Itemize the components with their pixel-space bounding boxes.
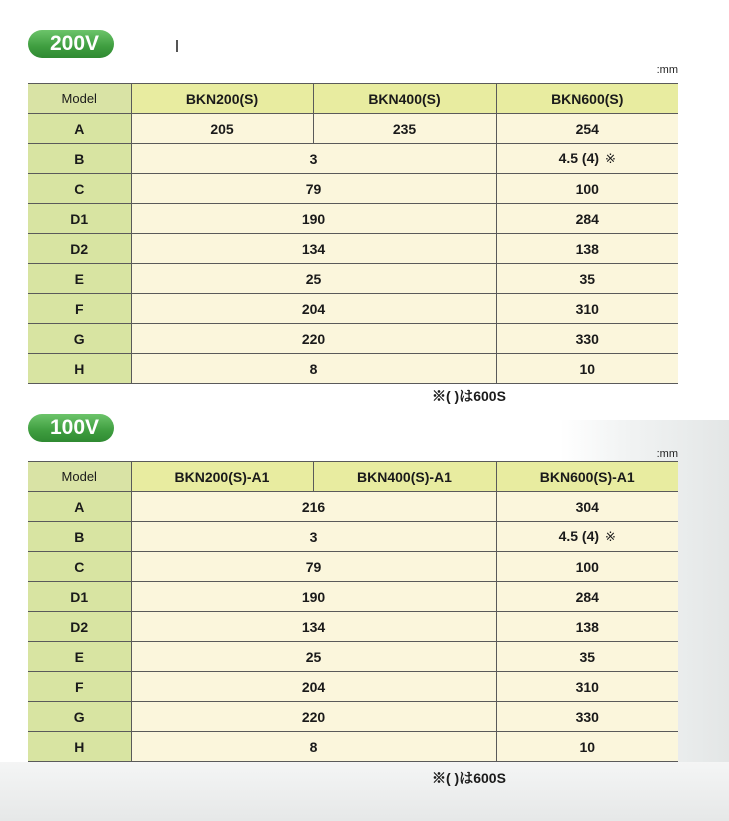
- row-label: D1: [28, 204, 131, 234]
- voltage-badge: 100V: [28, 414, 114, 442]
- table-row: [28, 354, 678, 384]
- row-label: E: [28, 642, 131, 672]
- table-cell: 100: [496, 552, 678, 582]
- voltage-badge: 200V: [28, 30, 114, 58]
- row-label: H: [28, 732, 131, 762]
- row-label: F: [28, 672, 131, 702]
- table-cell: 138: [496, 234, 678, 264]
- table-cell: 204: [131, 672, 496, 702]
- model-header: Model: [28, 462, 131, 492]
- row-label: A: [28, 492, 131, 522]
- table-cell: 304: [496, 492, 678, 522]
- table-row: [28, 114, 678, 144]
- row-label: C: [28, 174, 131, 204]
- row-label: E: [28, 264, 131, 294]
- table-cell: 235: [313, 114, 496, 144]
- table-cell: 284: [496, 204, 678, 234]
- unit-label: :mm: [656, 448, 678, 460]
- table-cell: 205: [131, 114, 313, 144]
- footnote-mark: ※: [605, 529, 616, 544]
- row-label: G: [28, 702, 131, 732]
- column-header: BKN600(S)-A1: [496, 462, 678, 492]
- footnote: ※( )は600S: [432, 388, 506, 404]
- row-label: B: [28, 522, 131, 552]
- table-row: [28, 264, 678, 294]
- model-header: Model: [28, 84, 131, 114]
- table-cell: 25: [131, 642, 496, 672]
- column-header: BKN200(S)-A1: [131, 462, 313, 492]
- row-label: D2: [28, 234, 131, 264]
- table-row: [28, 552, 678, 582]
- badge-tail: [176, 40, 178, 52]
- table-cell: 330: [496, 702, 678, 732]
- table-cell: 10: [496, 354, 678, 384]
- table-row: [28, 522, 678, 552]
- table-header-row: [28, 84, 678, 114]
- table-row: [28, 234, 678, 264]
- table-cell: 35: [496, 264, 678, 294]
- table-cell: 284: [496, 582, 678, 612]
- table-cell: 310: [496, 294, 678, 324]
- cell-value: 4.5 (4): [558, 528, 600, 544]
- cell-value: 4.5 (4): [558, 150, 600, 166]
- table-cell: 10: [496, 732, 678, 762]
- column-header: BKN200(S): [131, 84, 313, 114]
- table-row: [28, 204, 678, 234]
- table-cell: 204: [131, 294, 496, 324]
- column-header: BKN600(S): [496, 84, 678, 114]
- table-row: [28, 702, 678, 732]
- table-cell: 134: [131, 612, 496, 642]
- table-cell: 220: [131, 324, 496, 354]
- table-cell: 190: [131, 582, 496, 612]
- table-row: [28, 294, 678, 324]
- table-row: [28, 642, 678, 672]
- table-cell: 8: [131, 732, 496, 762]
- table-row: [28, 732, 678, 762]
- footnote-mark: ※: [605, 151, 616, 166]
- row-label: D2: [28, 612, 131, 642]
- table-cell: 3: [131, 144, 496, 174]
- table-cell: 138: [496, 612, 678, 642]
- column-header: BKN400(S)-A1: [313, 462, 496, 492]
- table-row: [28, 492, 678, 522]
- table-row: [28, 174, 678, 204]
- table-cell: 254: [496, 114, 678, 144]
- table-row: [28, 324, 678, 354]
- table-cell: 3: [131, 522, 496, 552]
- table-row: [28, 144, 678, 174]
- row-label: H: [28, 354, 131, 384]
- table-cell: 25: [131, 264, 496, 294]
- row-label: A: [28, 114, 131, 144]
- table-row: [28, 582, 678, 612]
- table-cell: 330: [496, 324, 678, 354]
- row-label: F: [28, 294, 131, 324]
- table-cell: 79: [131, 174, 496, 204]
- table-cell: 190: [131, 204, 496, 234]
- background-texture-bottom: [0, 762, 729, 821]
- row-label: D1: [28, 582, 131, 612]
- table-cell: 8: [131, 354, 496, 384]
- dimension-table-200v: [28, 83, 678, 384]
- table-cell: 216: [131, 492, 496, 522]
- row-label: C: [28, 552, 131, 582]
- table-cell: 79: [131, 552, 496, 582]
- footnote: ※( )は600S: [432, 770, 506, 786]
- table-cell: 35: [496, 642, 678, 672]
- table-row: [28, 612, 678, 642]
- table-header-row: [28, 462, 678, 492]
- dimension-table-100v: [28, 461, 678, 762]
- table-cell: 134: [131, 234, 496, 264]
- table-cell: [496, 522, 678, 552]
- table-row: [28, 672, 678, 702]
- table-cell: 220: [131, 702, 496, 732]
- row-label: G: [28, 324, 131, 354]
- row-label: B: [28, 144, 131, 174]
- unit-label: :mm: [656, 64, 678, 76]
- table-cell: 100: [496, 174, 678, 204]
- table-cell: 310: [496, 672, 678, 702]
- column-header: BKN400(S): [313, 84, 496, 114]
- table-cell: [496, 144, 678, 174]
